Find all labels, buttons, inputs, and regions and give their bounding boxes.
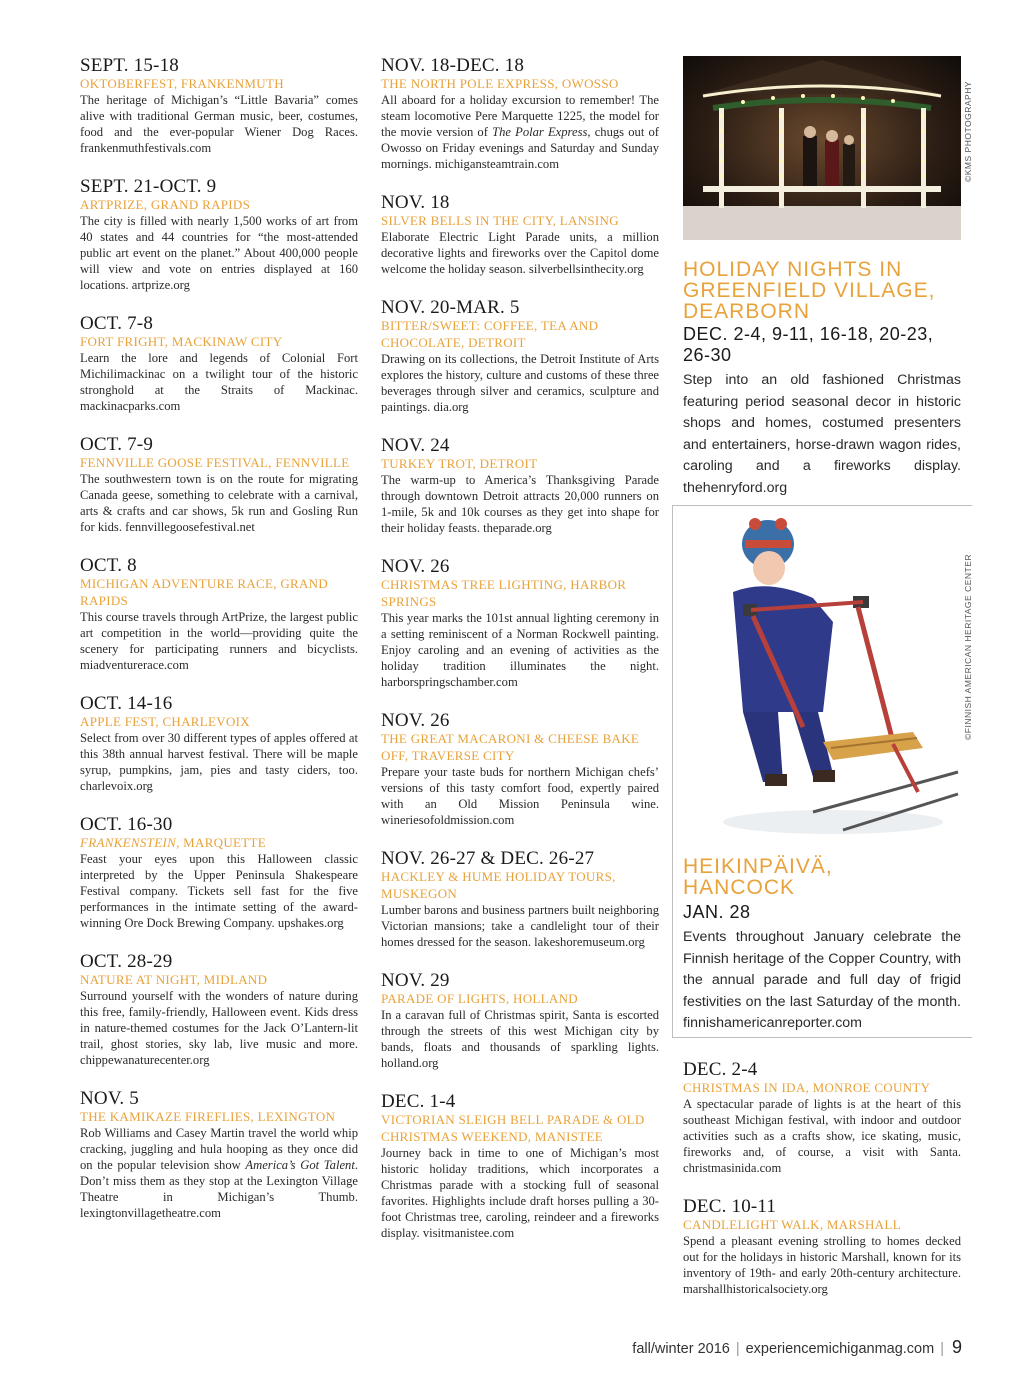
event	[381, 1092, 659, 1241]
feature-date: DEC. 2-4, 9-11, 16-18, 20-23, 26-30	[683, 324, 934, 365]
event-title: MICHIGAN ADVENTURE RACE, GRAND RAPIDS	[80, 576, 329, 608]
event-title: PARADE OF LIGHTS, HOLLAND	[381, 991, 578, 1006]
event	[80, 694, 358, 794]
event	[80, 435, 358, 535]
desc-part: Rob Williams and Casey Martin travel the world whip cracking, juggling and hula hooping as they once did on the popular television show	[80, 1126, 358, 1172]
event	[381, 298, 659, 415]
desc-italic: The Polar Express	[492, 125, 588, 139]
event-title: FENNVILLE GOOSE FESTIVAL, FENNVILLE	[80, 455, 350, 470]
event-date: OCT. 14-16	[80, 693, 173, 714]
photo-credit: ©FINNISH AMERICAN HERITAGE CENTER	[963, 553, 973, 740]
page-footer	[632, 1337, 962, 1358]
event	[80, 815, 358, 931]
event-title: TURKEY TROT, DETROIT	[381, 456, 538, 471]
event	[80, 952, 358, 1068]
event-description: The warm-up to America’s Thanksgiving Parade through downtown Detroit attracts 20,000 runners on 1-mile, 5k and 10k courses as they get into shape for their holiday feasts. theparade.org	[381, 473, 659, 535]
event	[381, 557, 659, 690]
event-description: This year marks the 101st annual lighting ceremony in a setting reminiscent of a Norman Rockwell painting. Enjoy caroling and an evening of activities as the holiday tradition illuminates the night. harborspringschamber.com	[381, 611, 659, 689]
event-title: THE GREAT MACARONI & CHEESE BAKE OFF, TRAVERSE CITY	[381, 731, 640, 763]
kicksled-photo	[683, 512, 961, 842]
desc-part: . Don’t miss them as they stop at the Lexington Village Theatre in Michigan’s Thumb. lexingtonvillagetheatre.com	[80, 1158, 358, 1220]
event	[381, 193, 659, 277]
feature-title: HOLIDAY NIGHTS IN GREENFIELD VILLAGE, DEARBORN	[683, 258, 936, 323]
desc-part: All aboard for a holiday excursion to remember! The steam locomotive Pere Marquette 1225, the model for the movie version of	[381, 93, 659, 139]
feature-greenfield	[683, 259, 961, 499]
page-number: 9	[951, 1337, 962, 1357]
event-title: THE NORTH POLE EXPRESS, OWOSSO	[381, 76, 619, 91]
footer-separator: |	[735, 1341, 740, 1357]
event-date: NOV. 26-27 & DEC. 26-27	[381, 848, 595, 869]
events-column-3	[683, 1060, 961, 1318]
event-title: CHRISTMAS IN IDA, MONROE COUNTY	[683, 1080, 931, 1095]
desc-italic: America’s Got Talent	[245, 1158, 355, 1172]
event	[381, 849, 659, 950]
event-title: THE KAMIKAZE FIREFLIES, LEXINGTON	[80, 1109, 336, 1124]
event-description: Surround yourself with the wonders of nature during this free, family-friendly, Halloween event. Kids dress in nature-themed costumes for the Jack O’Lantern-lit trail, ghost stories, sky lab, live music and more. chippewanaturecenter.org	[80, 989, 358, 1067]
event-description: Learn the lore and legends of Colonial Fort Michilimackinac on a twilight tour of the historic stronghold at the Straits of Mackinac. mackinacparks.com	[80, 351, 358, 413]
event-date: OCT. 28-29	[80, 951, 173, 972]
event	[80, 556, 358, 673]
event-description: Journey back in time to one of Michigan’s most historic holiday traditions, which incorporates a Christmas parade with a stocking full of seasonal favorites. Highlights include draft horses pulling a 30-foot Christmas tree, caroling, reindeer and a fireworks display. visitmanistee.com	[381, 1146, 659, 1240]
feature-heikinpaiva	[683, 856, 961, 1035]
event-date: NOV. 26	[381, 556, 450, 577]
feature-description: Events throughout January celebrate the Finnish heritage of the Copper Country, with the annual parade and full day of frigid festivities on the last Saturday of the month. finnishamericanreporter.com	[683, 929, 961, 1031]
event-description: Feast your eyes upon this Halloween classic interpreted by the Upper Peninsula Shakespeare Festival company. Tickets sell fast for the five performances in the intimate setting of the award-winning Ore Dock Brewing Company. upshakes.org	[80, 852, 358, 930]
event-description: Elaborate Electric Light Parade units, a million decorative lights and fireworks over the Capitol dome welcome the holiday season. silverbellsinthecity.org	[381, 230, 659, 276]
event	[683, 1197, 961, 1297]
event-title: HACKLEY & HUME HOLIDAY TOURS, MUSKEGON	[381, 869, 616, 901]
event	[381, 56, 659, 172]
event-description: Lumber barons and business partners built neighboring Victorian mansions; take a candlelight tour of their homes dressed for the season. lakeshoremuseum.org	[381, 903, 659, 949]
event-description: A spectacular parade of lights is at the heart of this southeast Michigan festival, with indoor and outdoor activities such as a crafts show, ice skating, music, fireworks and, of course, a visit with Santa. christmasinida.com	[683, 1097, 961, 1175]
event-description: This course travels through ArtPrize, the largest public art competition in the world—providing quite the scenery for participating runners and bicyclists. miadventurerace.com	[80, 610, 358, 672]
event-description: The heritage of Michigan’s “Little Bavaria” comes alive with traditional German music, beer, costumes, food and the ever-popular Wiener Dog Races. frankenmuthfestivals.com	[80, 93, 358, 155]
event-date: NOV. 26	[381, 710, 450, 731]
event-date: OCT. 7-9	[80, 434, 154, 455]
event-date: NOV. 24	[381, 435, 450, 456]
event-title: VICTORIAN SLEIGH BELL PARADE & OLD CHRISTMAS WEEKEND, MANISTEE	[381, 1112, 645, 1144]
event-title: SILVER BELLS IN THE CITY, LANSING	[381, 213, 619, 228]
event-title: ARTPRIZE, GRAND RAPIDS	[80, 197, 251, 212]
feature-box-border	[672, 505, 972, 506]
event	[80, 177, 358, 293]
event-date: NOV. 20-MAR. 5	[381, 297, 520, 318]
event-date: OCT. 7-8	[80, 313, 154, 334]
event-title: CANDLELIGHT WALK, MARSHALL	[683, 1217, 901, 1232]
event	[80, 56, 358, 156]
event-title-rest: , MARQUETTE	[176, 835, 267, 850]
event-description: In a caravan full of Christmas spirit, Santa is escorted through the streets of this west Michigan city by bands, floats and thousands of sparkling lights. holland.org	[381, 1008, 659, 1070]
desc-part: , chugs out of Owosso on Friday evenings and Saturday and Sunday mornings. michigansteamtrain.com	[381, 125, 659, 171]
event-date: SEPT. 21-OCT. 9	[80, 176, 217, 197]
event-title: APPLE FEST, CHARLEVOIX	[80, 714, 250, 729]
feature-box-border	[672, 505, 673, 1038]
event-description: Drawing on its collections, the Detroit Institute of Arts explores the history, culture and customs of these three beverages through silver and ceramics, sculpture and paintings. dia.org	[381, 352, 659, 414]
feature-title: HEIKINPÄIVÄ, HANCOCK	[683, 855, 833, 899]
event	[80, 314, 358, 414]
event-title-italic: FRANKENSTEIN	[80, 835, 177, 850]
footer-separator: |	[940, 1341, 944, 1357]
event-date: NOV. 29	[381, 970, 450, 991]
event-description	[381, 92, 659, 172]
event	[80, 1089, 358, 1221]
event-description: Spend a pleasant evening strolling to homes decked out for the holidays in historic Marshall, known for its inventory of 19th- and early 20th-century architecture. marshallhistoricalsociety.org	[683, 1234, 961, 1296]
event	[381, 436, 659, 536]
event-title: FORT FRIGHT, MACKINAW CITY	[80, 334, 283, 349]
events-column-2	[381, 56, 659, 1262]
event-description: Prepare your taste buds for northern Michigan chefs’ versions of this tasty comfort food, expertly paired with an Old Mission Peninsula wine. wineriesofoldmission.com	[381, 765, 659, 827]
event-date: DEC. 1-4	[381, 1091, 456, 1112]
event-date: NOV. 5	[80, 1088, 139, 1109]
event	[381, 971, 659, 1071]
event-description: The city is filled with nearly 1,500 works of art from 40 states and 44 countries for “the most-attended public art event on the planet.” About 400,000 people will view and vote on entries displayed at 160 locations. artprize.org	[80, 214, 358, 292]
feature-box-border	[672, 1037, 972, 1038]
issue-label: fall/winter 2016	[632, 1341, 730, 1357]
event-date: OCT. 16-30	[80, 814, 173, 835]
event-title: OKTOBERFEST, FRANKENMUTH	[80, 76, 284, 91]
event	[381, 711, 659, 828]
feature-description: Step into an old fashioned Christmas featuring period seasonal decor in historic shops and homes, costumed presenters and entertainers, horse-drawn wagon rides, caroling and a fireworks display. thehenryford.org	[683, 372, 961, 496]
event-date: NOV. 18-DEC. 18	[381, 55, 525, 76]
events-column-1	[80, 56, 358, 1242]
event-title: BITTER/SWEET: COFFEE, TEA AND CHOCOLATE, DETROIT	[381, 318, 599, 350]
event-description	[80, 1125, 358, 1221]
event-date: OCT. 8	[80, 555, 137, 576]
event-date: SEPT. 15-18	[80, 55, 179, 76]
event-title: CHRISTMAS TREE LIGHTING, HARBOR SPRINGS	[381, 577, 627, 609]
feature-date: JAN. 28	[683, 902, 751, 922]
event-date: NOV. 18	[381, 192, 450, 213]
event	[683, 1060, 961, 1176]
event-date: DEC. 10-11	[683, 1196, 777, 1217]
photo-credit: ©KMS PHOTOGRAPHY	[963, 80, 973, 182]
event-description: The southwestern town is on the route for migrating Canada geese, something to celebrate with a carnival, arts & crafts and car shows, 5k run and Gosling Run for kids. fennvillegoosefestival.net	[80, 472, 358, 534]
event-description: Select from over 30 different types of apples offered at this 38th annual harvest festival. There will be maple syrup, pumpkins, jam, pies and tasty ciders, too. charlevoix.org	[80, 731, 358, 793]
event-title: NATURE AT NIGHT, MIDLAND	[80, 972, 268, 987]
event-date: DEC. 2-4	[683, 1059, 758, 1080]
event-title	[80, 834, 358, 851]
site-url: experiencemichiganmag.com	[745, 1341, 935, 1357]
gazebo-photo	[683, 56, 961, 240]
